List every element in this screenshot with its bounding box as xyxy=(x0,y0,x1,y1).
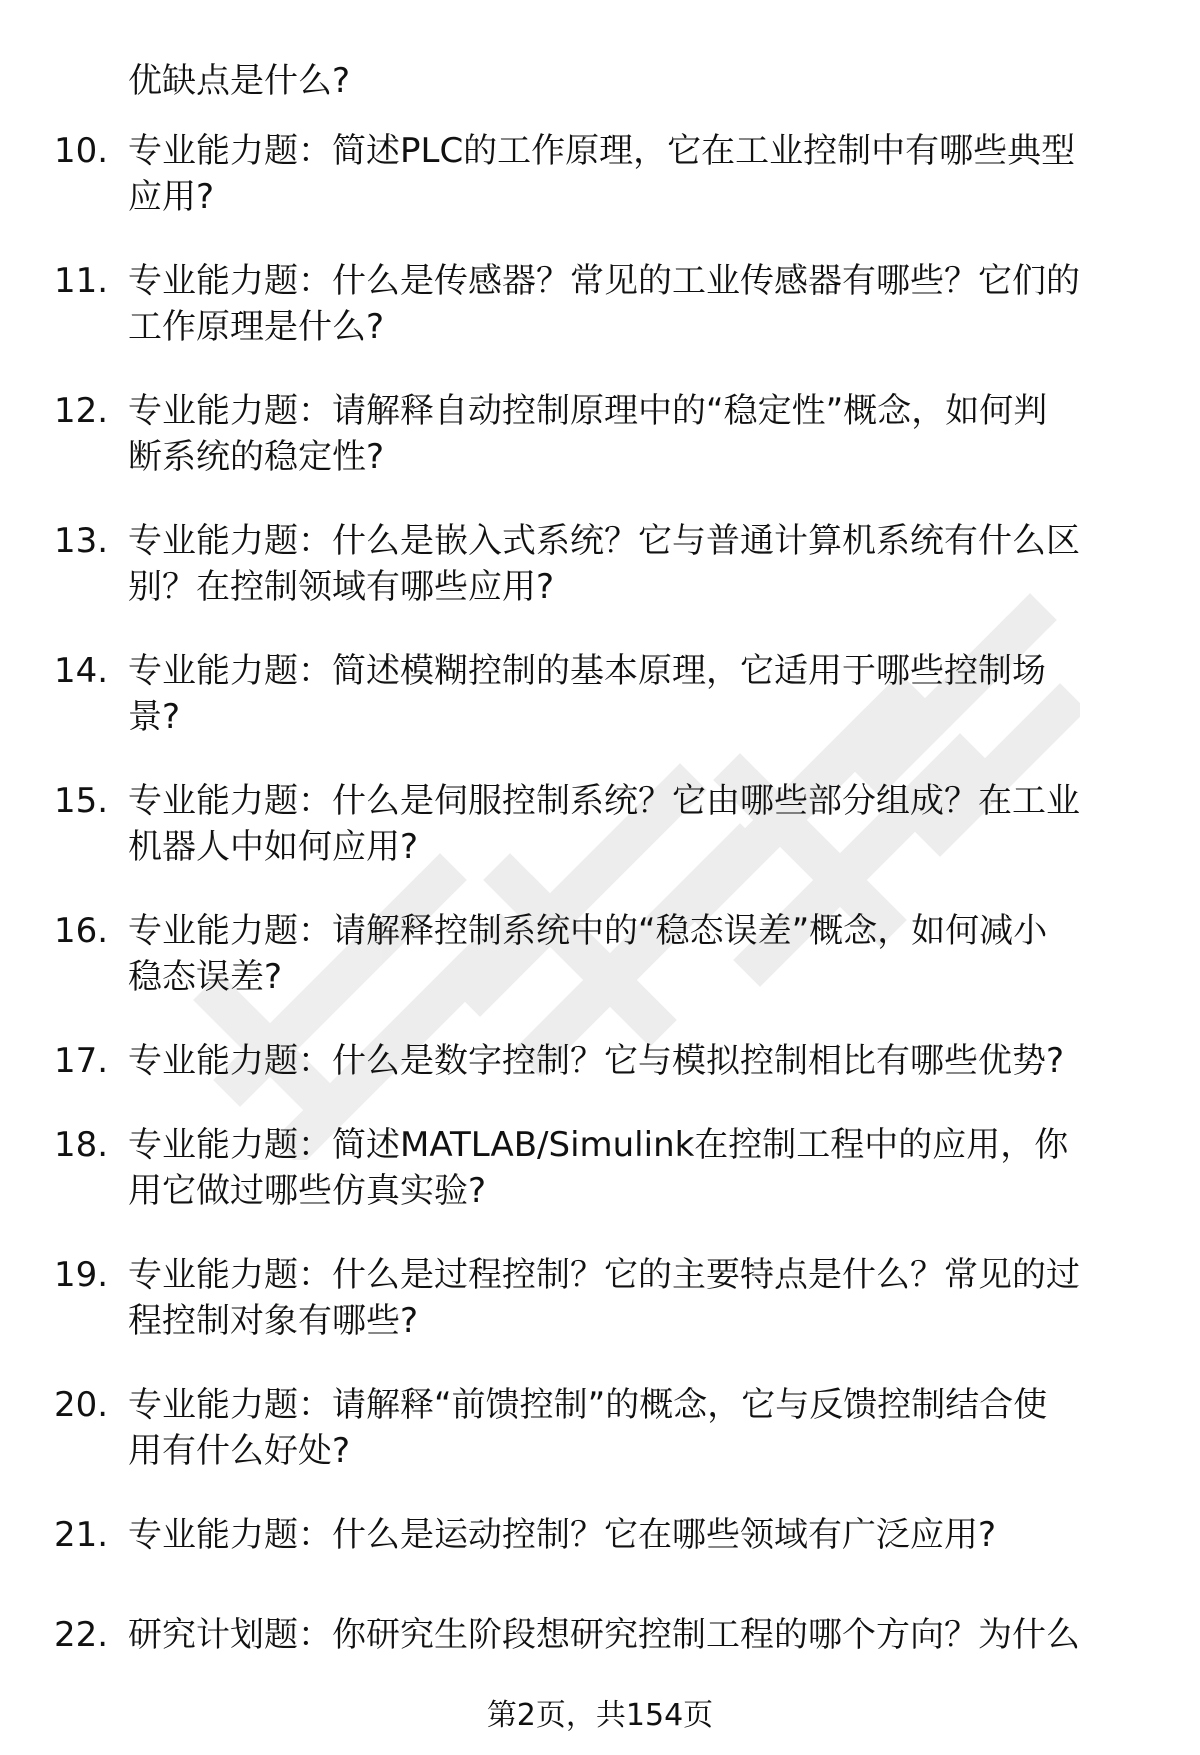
question-line: 专业能力题：简述PLC的工作原理，它在工业控制中有哪些典型 xyxy=(128,131,1076,171)
question-text xyxy=(128,648,1146,740)
question-line: 专业能力题：简述模糊控制的基本原理，它适用于哪些控制场 xyxy=(128,651,1046,691)
question-text xyxy=(128,258,1146,350)
question-line: 专业能力题：什么是传感器？常见的工业传感器有哪些？它们的 xyxy=(128,261,1080,301)
question-line: 断系统的稳定性? xyxy=(128,437,385,477)
question-line: 专业能力题：什么是数字控制？它与模拟控制相比有哪些优势? xyxy=(128,1041,1065,1081)
question-line: 别？在控制领域有哪些应用? xyxy=(128,567,555,607)
question-number: 19. xyxy=(54,1255,109,1295)
question-line: 专业能力题：什么是运动控制？它在哪些领域有广泛应用? xyxy=(128,1515,997,1555)
question-line: 研究计划题：你研究生阶段想研究控制工程的哪个方向？为什么 xyxy=(128,1615,1080,1655)
question-number: 10. xyxy=(54,131,109,171)
question-line: 用它做过哪些仿真实验? xyxy=(128,1171,487,1211)
question-line: 专业能力题：请解释控制系统中的“稳态误差”概念，如何减小 xyxy=(128,911,1048,951)
question-number: 16. xyxy=(54,911,109,951)
question-text xyxy=(128,1512,1146,1558)
question-line: 专业能力题：请解释“前馈控制”的概念，它与反馈控制结合使 xyxy=(128,1385,1048,1425)
question-number: 18. xyxy=(54,1125,109,1165)
question-line: 景? xyxy=(128,697,181,737)
question-text xyxy=(128,1252,1146,1344)
question-text xyxy=(128,778,1146,870)
page-footer: 第2页，共154页 xyxy=(486,1698,714,1733)
question-text xyxy=(128,518,1146,610)
question-number: 14. xyxy=(54,651,109,691)
question-number: 22. xyxy=(54,1615,109,1655)
question-line: 应用? xyxy=(128,177,215,217)
question-line: 专业能力题：什么是嵌入式系统？它与普通计算机系统有什么区 xyxy=(128,521,1080,561)
question-number: 15. xyxy=(54,781,109,821)
question-line: 专业能力题：什么是过程控制？它的主要特点是什么？常见的过 xyxy=(128,1255,1080,1295)
question-text xyxy=(128,1122,1146,1214)
question-line: 程控制对象有哪些? xyxy=(128,1301,419,1341)
question-line: 专业能力题：什么是伺服控制系统？它由哪些部分组成？在工业 xyxy=(128,781,1080,821)
question-text xyxy=(128,388,1146,480)
question-line: 机器人中如何应用? xyxy=(128,827,419,867)
question-line: 专业能力题：简述MATLAB/Simulink在控制工程中的应用，你 xyxy=(128,1125,1069,1165)
question-number: 21. xyxy=(54,1515,109,1555)
question-text xyxy=(128,1382,1146,1474)
question-text xyxy=(128,1038,1146,1084)
question-number: 17. xyxy=(54,1041,109,1081)
question-text xyxy=(128,1612,1146,1658)
question-text xyxy=(128,128,1146,220)
question-text xyxy=(128,908,1146,1000)
question-line: 稳态误差? xyxy=(128,957,283,997)
question-line: 用有什么好处? xyxy=(128,1431,351,1471)
question-number: 11. xyxy=(54,261,109,301)
question-line: 工作原理是什么? xyxy=(128,307,385,347)
question-line: 专业能力题：请解释自动控制原理中的“稳定性”概念，如何判 xyxy=(128,391,1048,431)
question-number: 20. xyxy=(54,1385,109,1425)
question-number: 12. xyxy=(54,391,109,431)
continuation-text: 优缺点是什么? xyxy=(128,61,351,101)
question-number: 13. xyxy=(54,521,109,561)
